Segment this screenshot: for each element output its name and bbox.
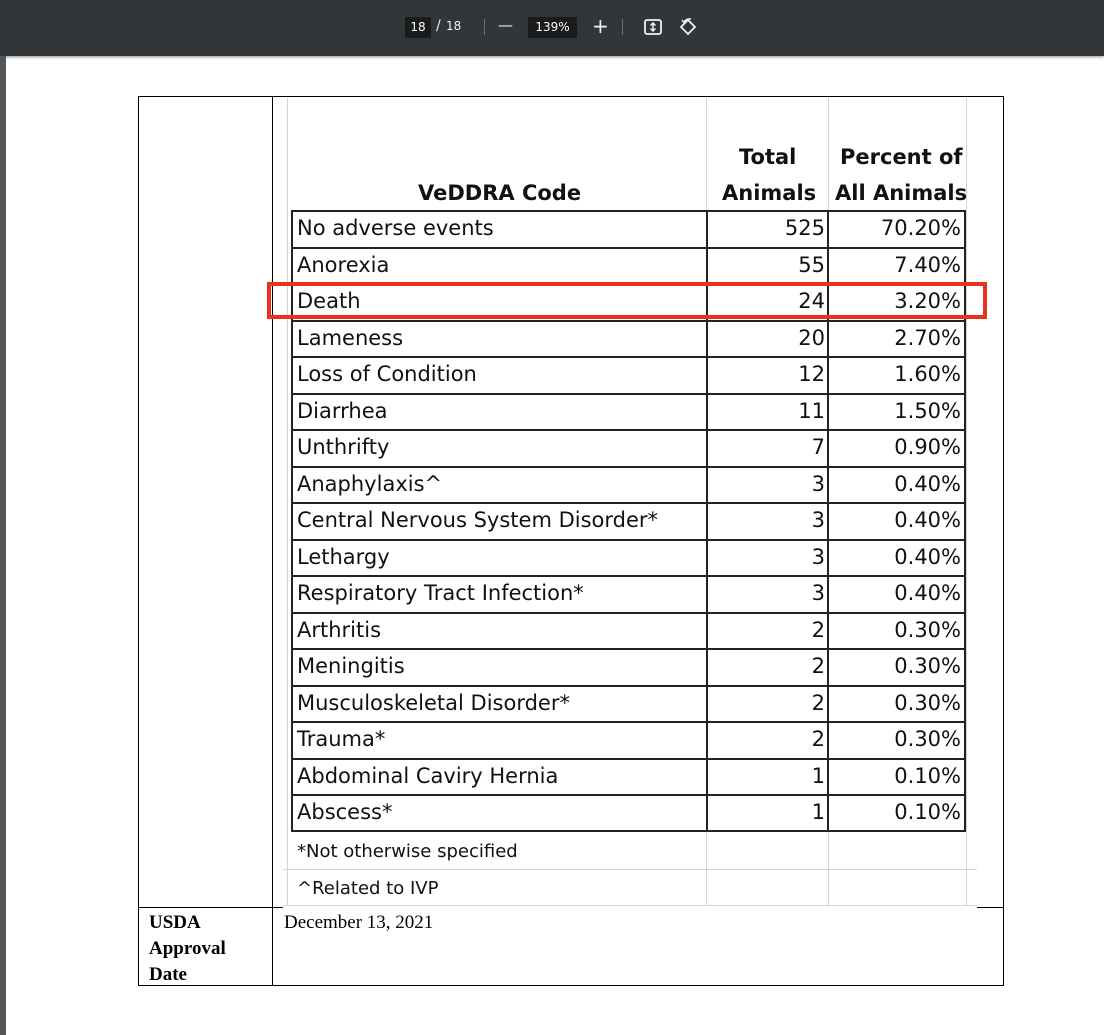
- table-cell-code: Meningitis: [297, 654, 405, 678]
- column-divider: [272, 96, 273, 985]
- death-row-highlight: [267, 282, 987, 319]
- table-cell-total: 1: [811, 763, 825, 788]
- zoom-in-button[interactable]: +: [592, 14, 609, 38]
- row-rule: [291, 648, 966, 650]
- table-cell-percent: 0.30%: [894, 727, 961, 751]
- header-total-line2: Animals: [722, 181, 817, 205]
- table-cell-total: 525: [784, 216, 825, 240]
- table-cell-code: Lethargy: [297, 544, 390, 569]
- table-cell-percent: 2.70%: [894, 325, 961, 350]
- usda-approval-date-label: [149, 910, 269, 988]
- table-cell-code: Diarrhea: [297, 398, 388, 423]
- table-cell-total: 3: [811, 581, 825, 605]
- table-cell-percent: 0.10%: [894, 800, 961, 824]
- table-cell-code: No adverse events: [297, 216, 494, 240]
- row-rule: [291, 502, 966, 504]
- table-cell-total: 2: [811, 654, 825, 678]
- table-cell-percent: 0.30%: [894, 690, 961, 715]
- row-rule: [291, 466, 966, 468]
- pdf-viewer-toolbar: [0, 0, 1104, 56]
- table-cell-total: 55: [798, 252, 825, 277]
- table-cell-code: Abscess*: [297, 800, 393, 824]
- label-line: USDA: [149, 912, 201, 933]
- table-cell-code: Abdominal Caviry Hernia: [297, 763, 559, 788]
- row-rule: [291, 247, 966, 249]
- table-cell-percent: 3.20%: [894, 289, 961, 313]
- table-cell-total: 24: [798, 289, 825, 313]
- row-rule: [291, 721, 966, 723]
- row-rule: [291, 356, 966, 358]
- table-cell-code: Anorexia: [297, 252, 390, 277]
- table-cell-code: Unthrifty: [297, 435, 390, 459]
- table-cell-total: 3: [811, 544, 825, 569]
- table-cell-percent: 0.40%: [894, 471, 961, 496]
- table-cell-code: Central Nervous System Disorder*: [297, 508, 659, 532]
- table-cell-percent: 0.40%: [894, 508, 961, 532]
- table-cell-code: Lameness: [297, 325, 404, 350]
- table-cell-total: 11: [798, 398, 825, 423]
- gridline: [283, 869, 977, 870]
- approval-date-value: December 13, 2021: [284, 912, 434, 933]
- table-cell-total: 3: [811, 508, 825, 532]
- table-cell-total: 7: [811, 435, 825, 459]
- table-cell-code: Anaphylaxis^: [297, 471, 443, 496]
- row-rule: [291, 575, 966, 577]
- table-cell-total: 20: [798, 325, 825, 350]
- table-cell-percent: 70.20%: [880, 216, 961, 240]
- table-cell-percent: 0.90%: [894, 435, 961, 459]
- rotate-icon[interactable]: [678, 17, 698, 37]
- label-line: Date: [149, 964, 187, 985]
- footnote-nos: *Not otherwise specified: [297, 841, 518, 862]
- toolbar-divider: [484, 19, 485, 35]
- table-cell-percent: 0.30%: [894, 617, 961, 642]
- row-rule: [291, 794, 966, 796]
- header-total-line1: Total: [739, 145, 797, 169]
- row-rule: [291, 685, 966, 687]
- table-cell-total: 1: [811, 800, 825, 824]
- zoom-out-button[interactable]: —: [498, 16, 513, 34]
- table-cell-percent: 7.40%: [894, 252, 961, 277]
- row-rule: [291, 429, 966, 431]
- table-cell-code: Respiratory Tract Infection*: [297, 581, 584, 605]
- table-cell-percent: 0.30%: [894, 654, 961, 678]
- gridline: [283, 905, 977, 906]
- table-cell-code: Loss of Condition: [297, 362, 477, 386]
- table-cell-total: 2: [811, 727, 825, 751]
- header-percent-line1: Percent of: [840, 145, 963, 169]
- table-cell-total: 2: [811, 690, 825, 715]
- label-line: Approval: [149, 938, 226, 959]
- row-rule: [291, 758, 966, 760]
- row-rule: [291, 612, 966, 614]
- viewer-background: [0, 56, 6, 1035]
- table-cell-percent: 0.40%: [894, 544, 961, 569]
- page-number-input[interactable]: 18: [405, 17, 431, 38]
- gridline: [287, 98, 288, 906]
- table-cell-total: 2: [811, 617, 825, 642]
- page-separator: /: [436, 18, 441, 34]
- row-rule: [291, 539, 966, 541]
- table-cell-percent: 1.60%: [894, 362, 961, 386]
- table-cell-total: 12: [798, 362, 825, 386]
- zoom-level-input[interactable]: 139%: [528, 17, 577, 38]
- table-cell-total: 3: [811, 471, 825, 496]
- table-cell-code: Trauma*: [297, 727, 386, 751]
- row-rule: [291, 393, 966, 395]
- table-cell-percent: 1.50%: [894, 398, 961, 423]
- footnote-ivp: ^Related to IVP: [297, 878, 439, 899]
- table-cell-code: Death: [297, 289, 361, 313]
- gridline: [966, 98, 967, 906]
- table-cell-percent: 0.40%: [894, 581, 961, 605]
- row-rule: [291, 320, 966, 322]
- table-cell-code: Arthritis: [297, 617, 382, 642]
- fit-to-page-icon[interactable]: [643, 17, 663, 37]
- toolbar-divider: [622, 19, 623, 35]
- table-cell-percent: 0.10%: [894, 763, 961, 788]
- header-percent-line2: All Animals: [835, 181, 968, 205]
- header-veddra-code: VeDDRA Code: [418, 181, 582, 205]
- page-total: 18: [446, 19, 462, 33]
- table-cell-code: Musculoskeletal Disorder*: [297, 690, 570, 715]
